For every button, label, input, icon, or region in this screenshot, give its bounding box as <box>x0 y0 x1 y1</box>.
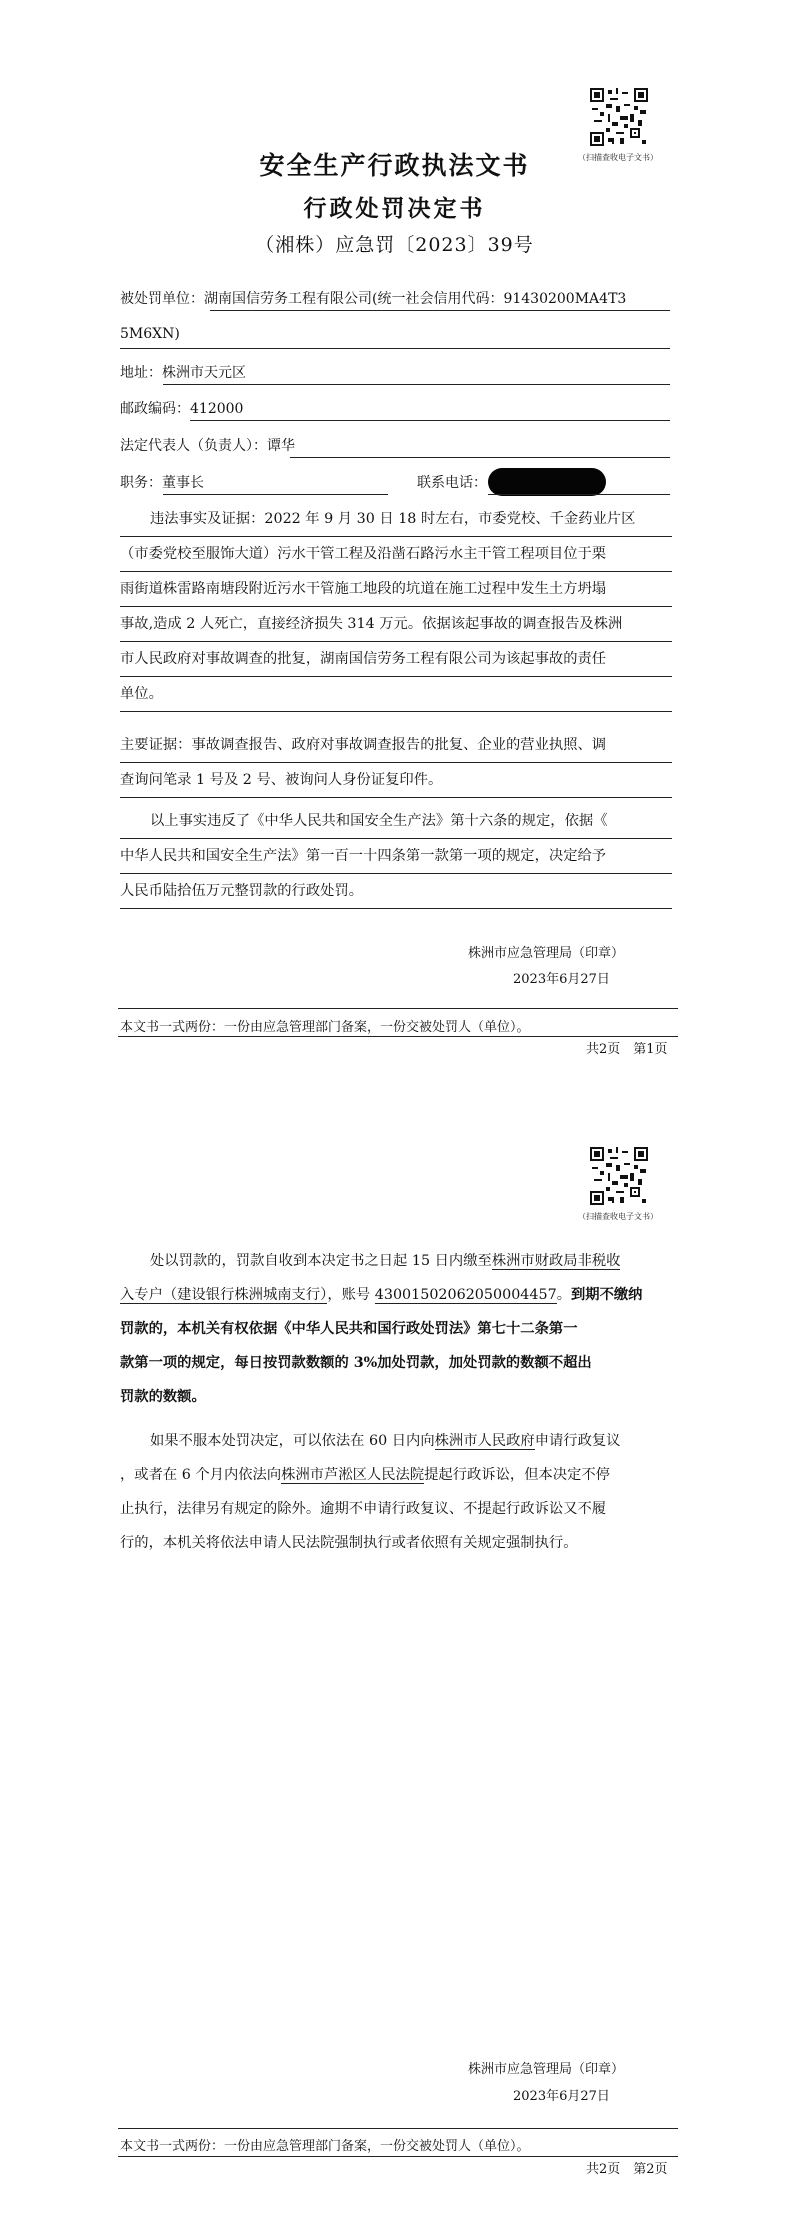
payment-warning-line: 款第一项的规定，每日按罚款数额的 3%加处罚款，加处罚款的数额不超出 <box>120 1355 592 1371</box>
issue-date: 2023年6月27日 <box>513 972 610 987</box>
facts-line: （市委党校至服饰大道）污水干管工程及沿凿石路污水主干管工程项目位于栗 <box>120 537 672 572</box>
footer-rule <box>118 2156 678 2157</box>
payment-paragraph <box>120 1244 672 1414</box>
field-label: 地址： <box>120 365 162 381</box>
underline <box>210 310 670 311</box>
payment-text: ，账号 <box>327 1287 375 1303</box>
facts-paragraph <box>120 502 672 712</box>
underline <box>190 420 670 421</box>
payment-text: 。 <box>556 1287 571 1303</box>
facts-line: 违法事实及证据：2022 年 9 月 30 日 18 时左右，市委党校、千金药业片区 <box>120 502 672 537</box>
phone-field <box>417 472 487 492</box>
field-label: 邮政编码： <box>120 401 190 417</box>
field-value-continued: 5M6XN) <box>120 326 180 342</box>
qr-code-icon <box>590 88 648 146</box>
footer-note: 本文书一式两份：一份由应急管理部门备案，一份交被处罚人（单位）。 <box>120 1020 530 1035</box>
payment-warning: 到期不缴纳 <box>570 1287 643 1303</box>
field-value: 谭华 <box>267 438 295 454</box>
field-value: 412000 <box>190 401 244 417</box>
qr-caption: （扫描查收电子文书） <box>578 1212 658 1221</box>
issuing-authority: 株洲市应急管理局（印章） <box>468 2062 625 2077</box>
field-value: 董事长 <box>162 475 204 491</box>
postcode-field <box>120 398 243 418</box>
appeal-text: 申请行政复议 <box>534 1433 621 1449</box>
decision-line: 人民币陆拾伍万元整罚款的行政处罚。 <box>120 874 672 909</box>
underline <box>163 494 388 495</box>
field-label: 联系电话： <box>417 475 487 491</box>
appeal-line <box>120 1458 672 1492</box>
address-field <box>120 362 246 382</box>
footer-rule <box>118 1008 678 1009</box>
evidence-line: 主要证据：事故调查报告、政府对事故调查报告的批复、企业的营业执照、调 <box>120 728 672 763</box>
appeal-paragraph <box>120 1424 672 1560</box>
field-value: 株洲市天元区 <box>162 365 246 381</box>
payment-warning-line: 罚款的，本机关有权依据《中华人民共和国行政处罚法》第七十二条第一 <box>120 1321 578 1337</box>
underline <box>163 384 670 385</box>
underline <box>120 348 670 349</box>
account-number: 43001502062050004457 <box>374 1287 557 1303</box>
payment-warning-line: 罚款的数额。 <box>120 1389 206 1405</box>
footer-rule <box>118 1036 678 1037</box>
position-field <box>120 472 204 492</box>
appeal-line: 行的，本机关将依法申请人民法院强制执行或者依照有关规定强制执行。 <box>120 1535 578 1551</box>
qr-caption: （扫描查收电子文书） <box>578 153 658 162</box>
facts-line: 市人民政府对事故调查的批复，湖南国信劳务工程有限公司为该起事故的责任 <box>120 642 672 677</box>
appeal-line: 止执行，法律另有规定的除外。逾期不申请行政复议、不提起行政诉讼又不履 <box>120 1501 607 1517</box>
underline <box>290 457 670 458</box>
footer-rule <box>118 2128 678 2129</box>
payment-line <box>120 1278 672 1312</box>
payment-line <box>120 1244 672 1278</box>
evidence-paragraph <box>120 728 672 798</box>
facts-line: 雨街道株雷路南塘段附近污水干管施工地段的坑道在施工过程中发生土方坍塌 <box>120 572 672 607</box>
penalized-unit-field <box>120 288 626 308</box>
document-title: 行政处罚决定书 <box>303 195 486 222</box>
qr-code-icon <box>590 1147 648 1205</box>
field-label: 被处罚单位： <box>120 291 204 307</box>
decision-paragraph <box>120 804 672 909</box>
issue-date: 2023年6月27日 <box>513 2089 610 2104</box>
appeal-text: ，或者在 6 个月内依法向 <box>120 1467 282 1483</box>
decision-line: 以上事实违反了《中华人民共和国安全生产法》第十六条的规定，依据《 <box>120 804 672 839</box>
appeal-text: 如果不服本处罚决定，可以依法在 60 日内向 <box>150 1433 435 1449</box>
decision-line: 中华人民共和国安全生产法》第一百一十四条第一款第一项的规定，决定给予 <box>120 839 672 874</box>
redaction-mark <box>488 468 606 496</box>
court-name: 株洲市芦淞区人民法院 <box>281 1467 425 1483</box>
issuing-authority: 株洲市应急管理局（印章） <box>468 946 625 961</box>
payment-text: 处以罚款的，罚款自收到本决定书之日起 15 日内缴至 <box>150 1253 492 1269</box>
field-label: 职务： <box>120 475 162 491</box>
legal-representative-field <box>120 435 295 455</box>
document-category: 安全生产行政执法文书 <box>259 151 530 180</box>
underline <box>488 494 670 495</box>
field-value: 湖南国信劳务工程有限公司(统一社会信用代码：91430200MA4T3 <box>204 291 627 307</box>
footer-note: 本文书一式两份：一份由应急管理部门备案，一份交被处罚人（单位）。 <box>120 2139 530 2154</box>
page-indicator: 共2页 第2页 <box>586 2162 668 2177</box>
payee-bank: 入专户（建设银行株洲城南支行） <box>120 1287 328 1303</box>
appeal-line <box>120 1424 672 1458</box>
document-number: （湘株）应急罚〔2023〕39号 <box>255 234 534 256</box>
appeal-text: 提起行政诉讼，但本决定不停 <box>424 1467 610 1483</box>
evidence-line: 查询问笔录 1 号及 2 号、被询问人身份证复印件。 <box>120 763 672 798</box>
field-label: 法定代表人（负责人）： <box>120 438 267 454</box>
payee-account-name: 株洲市财政局非税收 <box>491 1253 621 1269</box>
page-indicator: 共2页 第1页 <box>586 1042 668 1057</box>
review-authority: 株洲市人民政府 <box>434 1433 535 1449</box>
facts-line: 事故,造成 2 人死亡，直接经济损失 314 万元。依据该起事故的调查报告及株洲 <box>120 607 672 642</box>
facts-line: 单位。 <box>120 677 672 712</box>
